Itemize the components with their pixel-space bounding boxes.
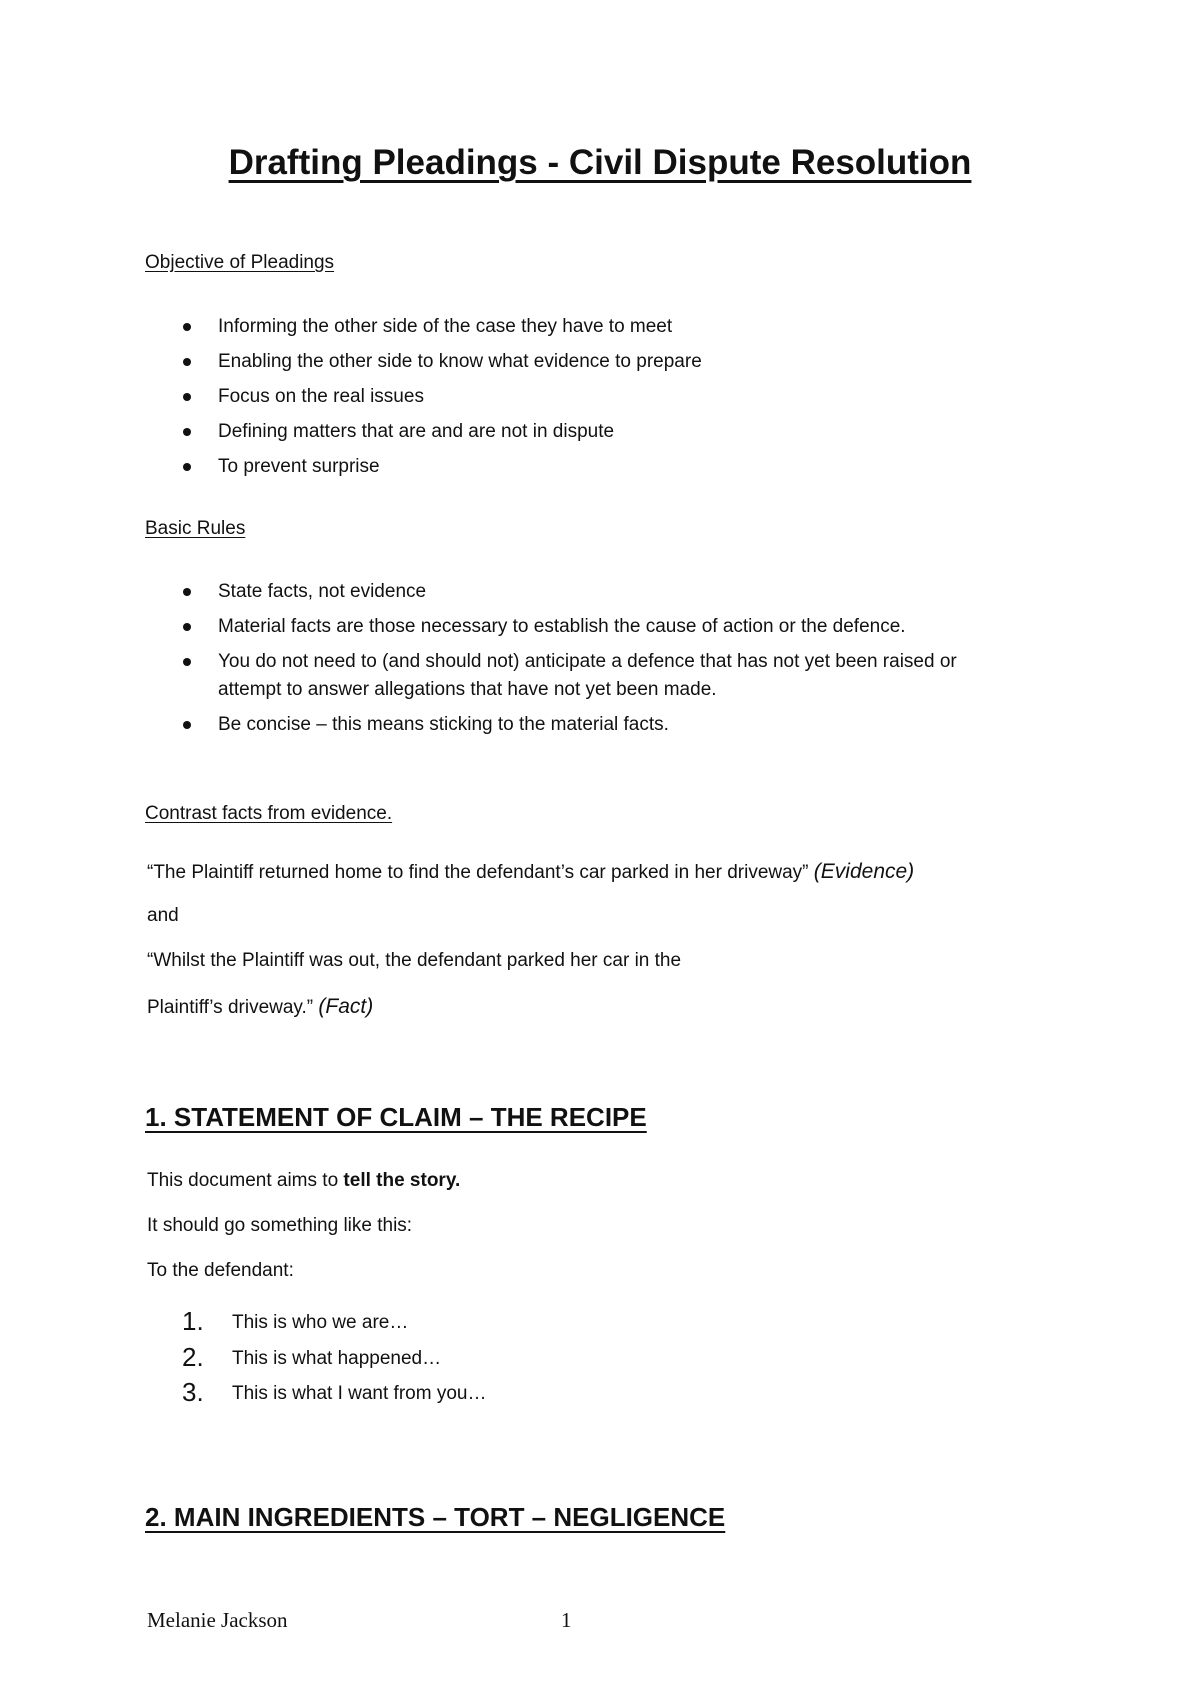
page-number: 1 <box>561 1608 572 1632</box>
evidence-tag: (Evidence) <box>813 860 915 883</box>
step-number: 1. <box>182 1306 204 1336</box>
bullet-icon <box>183 428 191 436</box>
list-item: Focus on the real issues <box>218 386 424 407</box>
bullet-icon <box>183 463 191 471</box>
list-item: Be concise – this means sticking to the material facts. <box>218 714 669 735</box>
list-item: Material facts are those necessary to establish the cause of action or the defence. <box>218 616 906 637</box>
fact-quote-line-2 <box>147 995 373 1019</box>
contrast-heading: Contrast facts from evidence. <box>145 803 393 824</box>
list-item: You do not need to (and should not) anticipate a defence that has not yet been raised or <box>218 651 957 672</box>
fact-quote: Plaintiff’s driveway.” <box>147 997 314 1018</box>
bullet-icon <box>183 623 191 631</box>
section-1-intro <box>147 1170 460 1192</box>
objectives-heading: Objective of Pleadings <box>145 252 335 273</box>
fact-quote-line-1: “Whilst the Plaintiff was out, the defendant parked her car in the <box>147 950 682 971</box>
bullet-icon <box>183 658 191 666</box>
bullet-icon <box>183 721 191 729</box>
bullet-icon <box>183 588 191 596</box>
step-text: This is what happened… <box>232 1348 442 1369</box>
step-text: This is what I want from you… <box>232 1383 487 1404</box>
basic-rules-heading: Basic Rules <box>145 518 246 539</box>
fact-tag: (Fact) <box>318 995 374 1018</box>
list-item: Enabling the other side to know what evidence to prepare <box>218 351 702 372</box>
list-item-continuation: attempt to answer allegations that have not yet been made. <box>218 679 717 700</box>
list-item: Informing the other side of the case they have to meet <box>218 316 673 337</box>
and-text: and <box>147 905 179 926</box>
section-1-heading: 1. STATEMENT OF CLAIM – THE RECIPE <box>145 1102 647 1132</box>
step-text: This is who we are… <box>232 1312 409 1333</box>
bullet-icon <box>183 323 191 331</box>
bullet-icon <box>183 358 191 366</box>
section-1-line-2: It should go something like this: <box>147 1215 413 1236</box>
step-number: 2. <box>182 1342 204 1372</box>
footer-author: Melanie Jackson <box>147 1608 288 1632</box>
step-number: 3. <box>182 1377 204 1407</box>
evidence-quote-line <box>147 860 914 884</box>
list-item: Defining matters that are and are not in dispute <box>218 421 615 442</box>
evidence-quote: “The Plaintiff returned home to find the defendant’s car parked in her driveway” <box>147 862 809 883</box>
intro-emphasis: tell the story. <box>343 1170 461 1191</box>
bullet-icon <box>183 393 191 401</box>
section-1-line-3: To the defendant: <box>147 1260 294 1281</box>
list-item: To prevent surprise <box>218 456 380 477</box>
list-item: State facts, not evidence <box>218 581 427 602</box>
section-2-heading: 2. MAIN INGREDIENTS – TORT – NEGLIGENCE <box>145 1502 726 1532</box>
document-title: Drafting Pleadings - Civil Dispute Resolution <box>228 143 972 182</box>
intro-text: This document aims to <box>147 1170 344 1191</box>
